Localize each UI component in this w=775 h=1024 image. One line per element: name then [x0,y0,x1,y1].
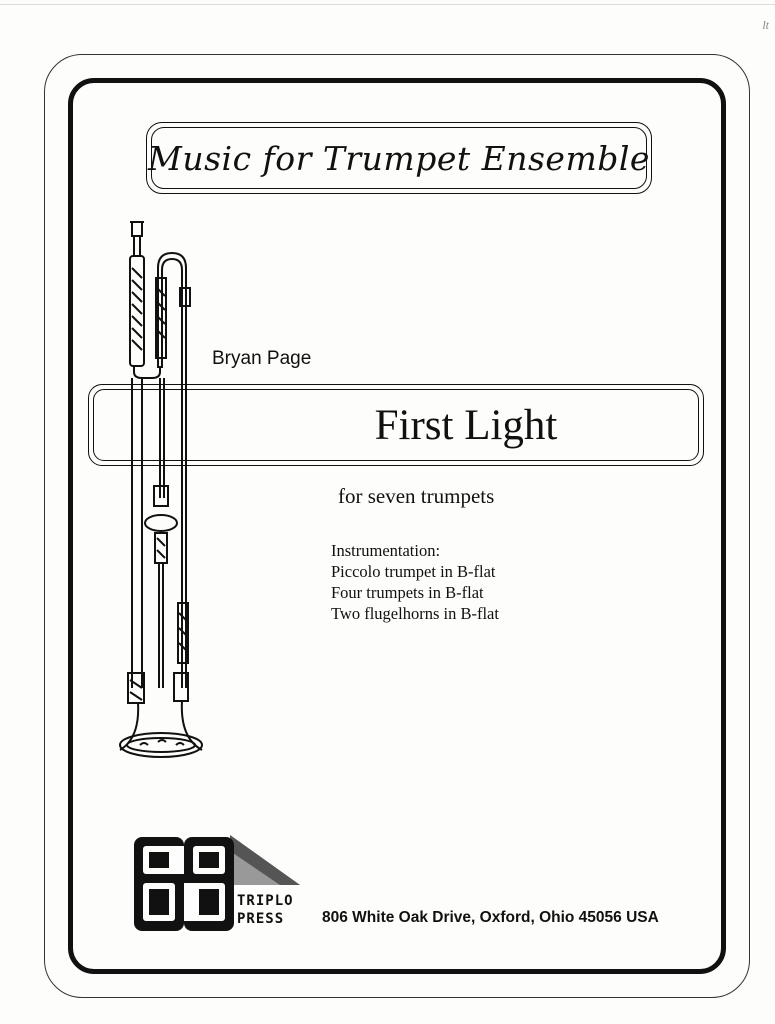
instrumentation-heading: Instrumentation: [331,541,441,560]
instrumentation-item: Two flugelhorns in B-flat [331,604,499,623]
logo-text-line1: TRIPLO [237,893,294,909]
series-title: Music for Trumpet Ensemble [148,138,650,178]
scan-mark: lt [762,18,769,32]
work-title: First Light [374,401,558,449]
instrumentation-item: Four trumpets in B-flat [331,583,484,602]
instrumentation-block [331,540,499,624]
work-title-box [88,384,704,466]
natural-trumpet-illustration [110,218,220,763]
composer-name: Bryan Page [212,348,312,369]
publisher-address: 806 White Oak Drive, Oxford, Ohio 45056 USA [322,909,659,926]
instrumentation-item: Piccolo trumpet in B-flat [331,562,496,581]
series-title-box [146,122,652,194]
scan-top-edge [0,4,775,5]
triplo-press-logo [130,833,330,933]
logo-text-line2: PRESS [237,911,285,927]
subtitle: for seven trumpets [338,484,495,508]
